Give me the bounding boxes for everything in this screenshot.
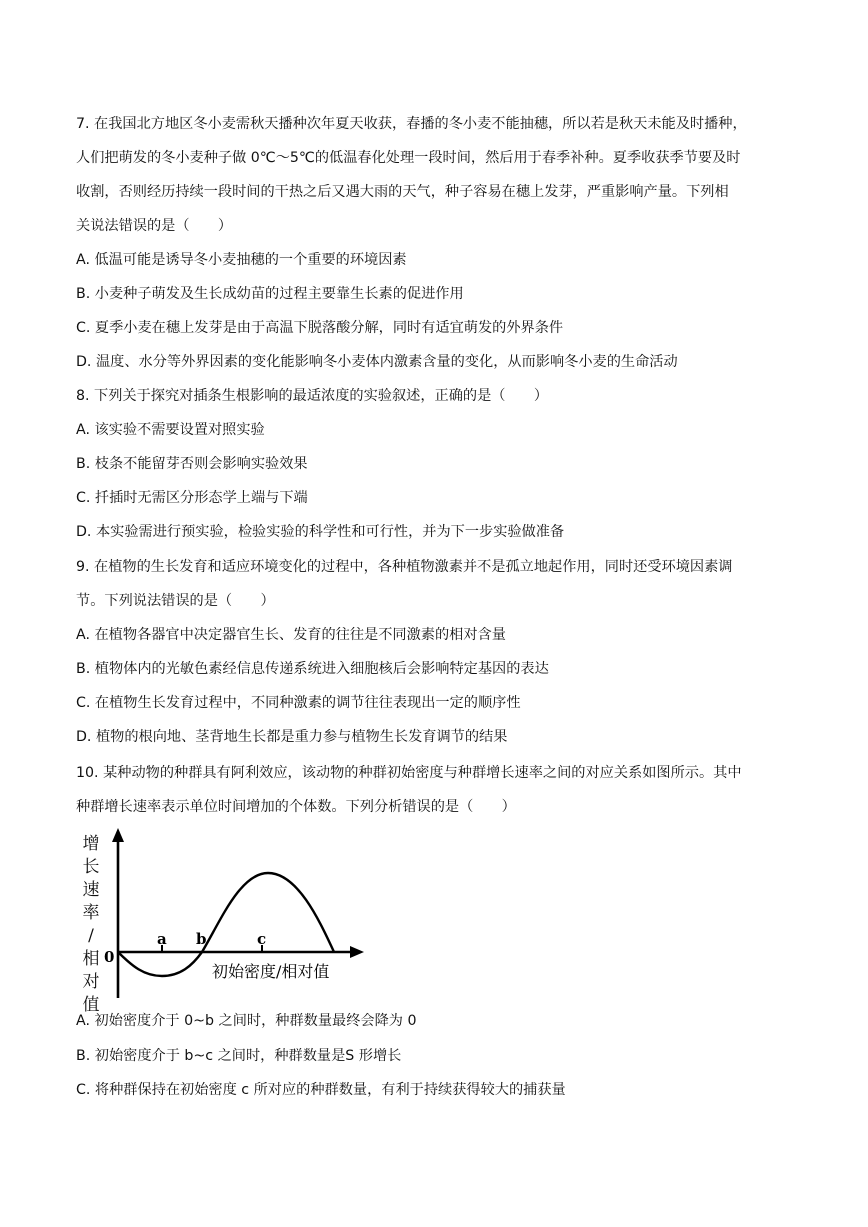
q8-option-c: C. 扦插时无需区分形态学上端与下端 [76, 490, 308, 506]
q7-option-a: A. 低温可能是诱导冬小麦抽穗的一个重要的环境因素 [76, 252, 407, 268]
y-label-char: 速 [82, 880, 100, 900]
q10-option-c: C. 将种群保持在初始密度 c 所对应的种群数量，有利于持续获得较大的捕获量 [76, 1082, 566, 1098]
y-label-char: / [88, 926, 94, 946]
figure-x-axis-label: 初始密度/相对值 [212, 962, 330, 981]
q8-option-a: A. 该实验不需要设置对照实验 [76, 422, 265, 438]
y-label-char: 值 [82, 995, 100, 1015]
growth-rate-figure [72, 826, 372, 1006]
y-label-char: 相 [82, 949, 100, 969]
point-label-c: c [257, 930, 267, 948]
origin-label: 0 [104, 948, 115, 966]
q10-option-a: A. 初始密度介于 0~b 之间时，种群数量最终会降为 0 [76, 1013, 417, 1029]
q9-stem-line-2: 节。下列说法错误的是（ ） [76, 593, 275, 609]
q7-stem-line-4: 关说法错误的是（ ） [76, 218, 233, 234]
q7-option-d: D. 温度、水分等外界因素的变化能影响冬小麦体内激素含量的变化，从而影响冬小麦的生命活动 [76, 354, 678, 370]
y-label-char: 率 [82, 903, 100, 923]
q9-option-c: C. 在植物生长发育过程中，不同种激素的调节往往表现出一定的顺序性 [76, 695, 521, 711]
point-label-a: a [157, 930, 167, 948]
x-axis-arrow [350, 946, 364, 958]
q10-stem-line-2: 种群增长速率表示单位时间增加的个体数。下列分析错误的是（ ） [76, 799, 516, 815]
q7-stem-line-3: 收割，否则经历持续一段时间的干热之后又遇大雨的天气，种子容易在穗上发芽，严重影响产量。下列相 [76, 184, 729, 200]
y-label-char: 对 [82, 972, 100, 992]
q7-stem-line-2: 人们把萌发的冬小麦种子做 0℃～5℃的低温春化处理一段时间，然后用于春季补种。夏季收获季节要及时 [76, 150, 741, 166]
point-label-b: b [196, 930, 207, 948]
q9-option-a: A. 在植物各器官中决定器官生长、发育的往往是不同激素的相对含量 [76, 627, 506, 643]
y-label-char: 增 [82, 834, 100, 854]
q7-option-b: B. 小麦种子萌发及生长成幼苗的过程主要靠生长素的促进作用 [76, 286, 464, 302]
q9-option-b: B. 植物体内的光敏色素经信息传递系统进入细胞核后会影响特定基因的表达 [76, 661, 549, 677]
q8-option-b: B. 枝条不能留芽否则会影响实验效果 [76, 456, 308, 472]
y-label-char: 长 [82, 857, 100, 877]
growth-rate-curve [118, 873, 334, 976]
y-axis-arrow [112, 828, 124, 842]
q8-option-d: D. 本实验需进行预实验，检验实验的科学性和可行性，并为下一步实验做准备 [76, 524, 565, 540]
q10-option-b: B. 初始密度介于 b~c 之间时，种群数量是S 形增长 [76, 1048, 402, 1064]
q7-option-c: C. 夏季小麦在穗上发芽是由于高温下脱落酸分解，同时有适宜萌发的外界条件 [76, 320, 564, 336]
q9-stem-line-1: 9. 在植物的生长发育和适应环境变化的过程中，各种植物激素并不是孤立地起作用，同时还受环境因素调 [76, 559, 733, 575]
q10-stem-line-1: 10. 某种动物的种群具有阿利效应，该动物的种群初始密度与种群增长速率之间的对应关系如图所示。其中 [76, 765, 742, 781]
q9-option-d: D. 植物的根向地、茎背地生长都是重力参与植物生长发育调节的结果 [76, 729, 508, 745]
q7-stem-line-1: 7. 在我国北方地区冬小麦需秋天播种次年夏天收获，春播的冬小麦不能抽穗，所以若是秋天未能及时播种， [76, 116, 747, 132]
q8-stem-line-1: 8. 下列关于探究对插条生根影响的最适浓度的实验叙述，正确的是（ ） [76, 388, 549, 404]
